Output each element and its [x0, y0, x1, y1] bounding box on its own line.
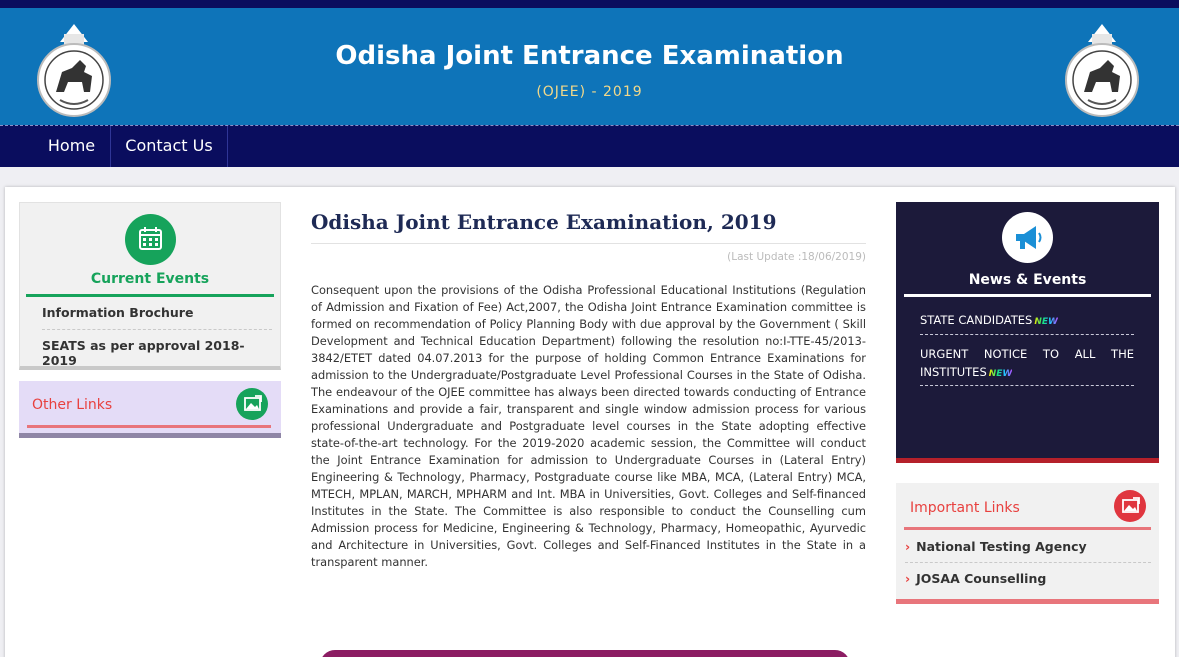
divider — [26, 294, 274, 297]
link-josaa-counselling[interactable] — [905, 571, 1145, 586]
divider — [905, 562, 1151, 563]
current-events-panel — [19, 202, 281, 370]
important-links-badge — [1114, 490, 1146, 522]
megaphone-icon — [1002, 212, 1053, 263]
other-links-title[interactable]: Other Links — [32, 397, 113, 413]
divider — [904, 527, 1151, 530]
divider — [920, 334, 1134, 335]
last-update: (Last Update :18/06/2019) — [727, 251, 866, 263]
image-link-icon — [1114, 490, 1146, 522]
nav-home[interactable]: Home — [33, 126, 111, 167]
site-header — [0, 8, 1179, 125]
chevron-right-icon: › — [905, 571, 911, 586]
divider — [42, 329, 272, 330]
nav-contact-us[interactable]: Contact Us — [111, 126, 228, 167]
divider — [920, 385, 1134, 386]
intro-paragraph: Consequent upon the provisions of the Odisha Professional Educational Institutions (Regulation of Admission and Fixation of Fee) Act,2007, the Odisha Joint Entrance Examination committee is formed on recommendation of Policy Planning Body with due approval by the Government ( Skill Development and Technical Education Department) following the resolution no:I-TTE-45/2013-3842/ETET dated 04.07.2013 for the purpose of holding Common Entrance Examinations for admission to the Undergraduate/Postgraduate Level Professional Courses in the State of Odisha. The endeavour of the OJEE committee has always been directed towards conducting of Entrance Examinations and provide a fair, transparent and single window admission process for various professional Undergraduate and Postgraduate level courses in the State adopting effective state-of-the-art technology. For the 2019-2020 academic session, the Committee will conduct the Joint Entrance Examination for admission to Undergraduate Courses in (Lateral Entry) Engineering & Technology, Pharmacy, Postgraduate course like MBA, MCA, (Lateral Entry) MCA, MTECH, MPLAN, MARCH, MPHARM and Int. MBA in Universities, Govt. Colleges and Self-financed Institutes in the State. The Committee is also responsible to conduct the Counselling cum Admission process for Medicine, Engineering & Technology, Pharmacy, Homeopathic, Ayurvedic and Architecture in Universities, Govt. Colleges and Self-Financed Institutes in the State in a transparent manner. — [311, 283, 866, 569]
other-links-panel — [19, 381, 281, 438]
important-links-panel — [896, 483, 1159, 604]
content-footer-bar — [320, 650, 850, 657]
news-item-label: URGENT NOTICE TO ALL THE INSTITUTES — [920, 347, 1134, 379]
divider — [27, 425, 271, 428]
news-item[interactable] — [920, 311, 1134, 331]
other-links-badge — [236, 388, 268, 420]
current-events-title: Current Events — [90, 271, 210, 287]
important-links-title: Important Links — [910, 500, 1020, 516]
news-item[interactable] — [920, 345, 1134, 383]
top-strip — [0, 0, 1179, 8]
main-nav — [0, 125, 1179, 167]
link-information-brochure[interactable]: Information Brochure — [42, 305, 194, 320]
current-events-badge — [125, 214, 176, 265]
link-seats-approval[interactable]: SEATS as per approval 2018-2019 — [42, 338, 245, 368]
image-link-icon — [236, 388, 268, 420]
odisha-state-emblem-icon — [1062, 20, 1142, 118]
link-national-testing-agency[interactable] — [905, 539, 1145, 554]
divider — [311, 243, 866, 244]
divider — [904, 294, 1151, 297]
page-title: Odisha Joint Entrance Examination, 2019 — [311, 210, 777, 234]
link-label: National Testing Agency — [916, 539, 1087, 554]
news-events-title: News & Events — [968, 272, 1087, 288]
calendar-icon — [125, 214, 176, 265]
site-subtitle: (OJEE) - 2019 — [536, 84, 643, 100]
chevron-right-icon: › — [905, 539, 911, 554]
link-label: JOSAA Counselling — [916, 571, 1047, 586]
news-events-panel — [896, 202, 1159, 463]
new-badge: NEW — [989, 365, 1013, 383]
new-badge: NEW — [1034, 313, 1058, 331]
news-events-badge — [1002, 212, 1053, 263]
site-title: Odisha Joint Entrance Examination — [335, 41, 844, 71]
news-item-label: STATE CANDIDATES — [920, 313, 1033, 327]
